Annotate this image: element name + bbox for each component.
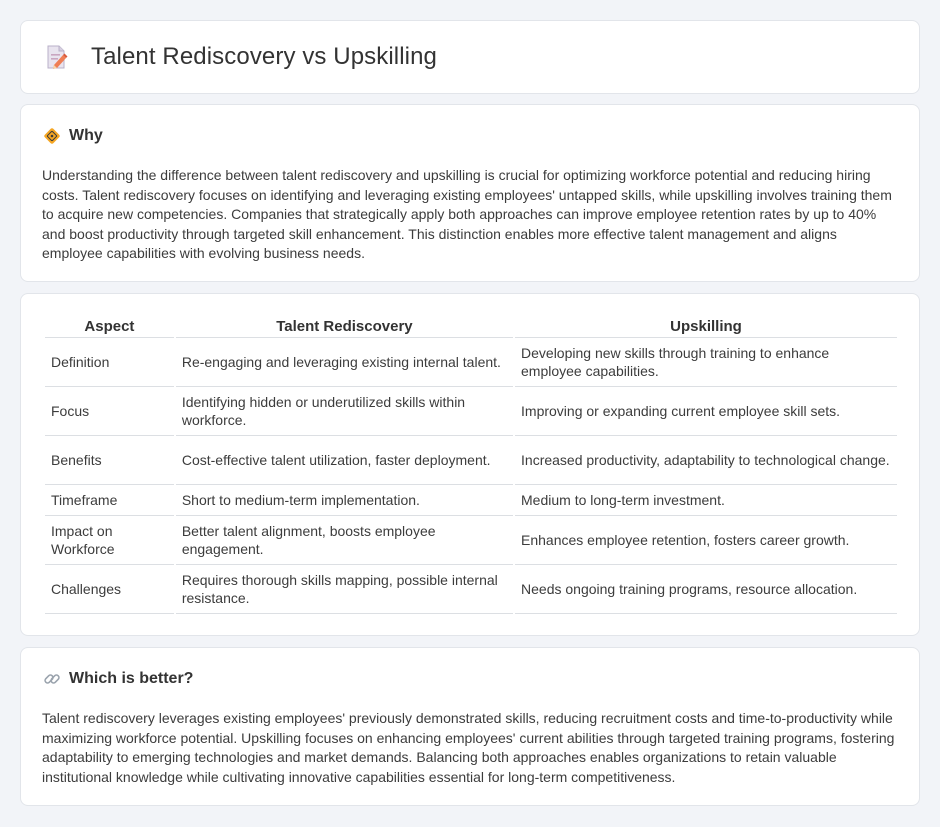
row-upskilling: Improving or expanding current employee skill sets. (515, 387, 897, 436)
row-upskilling: Medium to long-term investment. (515, 485, 897, 516)
table-header-row (45, 316, 897, 338)
better-text: Talent rediscovery leverages existing employees' previously demonstrated skills, reducing recruitment costs and time-to-productivity while maximizing workforce potential. Upskilling focuses on enhancing employees' current abilities through targeted training programs, fostering adaptability to emerging technologies and market demands. Balancing both approaches enables organizations to retain valuable institutional knowledge while cultivating innovative capabilities essential for long-term competitiveness. (42, 710, 895, 785)
row-talent-rediscovery: Identifying hidden or underutilized skills within workforce. (176, 387, 513, 436)
row-aspect: Benefits (45, 436, 174, 485)
table-row (45, 338, 897, 387)
header-upskilling: Upskilling (515, 316, 897, 338)
which-is-better-card (20, 647, 920, 806)
comparison-card (20, 293, 920, 636)
row-aspect: Definition (45, 338, 174, 387)
table-row (45, 436, 897, 485)
comparison-table (43, 316, 899, 614)
diamond-sign-icon (43, 127, 61, 145)
row-upskilling: Enhances employee retention, fosters career growth. (515, 516, 897, 565)
table-row (45, 565, 897, 614)
row-talent-rediscovery: Short to medium-term implementation. (176, 485, 513, 516)
title-row (45, 43, 437, 71)
row-talent-rediscovery: Cost-effective talent utilization, faster deployment. (176, 436, 513, 485)
row-aspect: Impact on Workforce (45, 516, 174, 565)
why-card (20, 104, 920, 282)
why-header (43, 127, 103, 145)
title-card (20, 20, 920, 94)
table-row (45, 485, 897, 516)
why-text: Understanding the difference between talent rediscovery and upskilling is crucial for optimizing workforce potential and reducing hiring costs. Talent rediscovery focuses on identifying and leveraging existing employees' untapped skills, while upskilling involves training them to acquire new competencies. Companies that strategically apply both approaches can improve employee retention rates by up to 40% and boost productivity through targeted skill enhancement. This distinction enables more effective talent management and aligns employee capabilities with evolving business needs. (42, 167, 892, 262)
row-talent-rediscovery: Requires thorough skills mapping, possible internal resistance. (176, 565, 513, 614)
better-title: Which is better? (69, 670, 194, 687)
document-pencil-icon (45, 44, 69, 70)
better-header (43, 670, 193, 688)
row-talent-rediscovery: Re-engaging and leveraging existing internal talent. (176, 338, 513, 387)
row-upskilling: Needs ongoing training programs, resource allocation. (515, 565, 897, 614)
row-aspect: Focus (45, 387, 174, 436)
page-title: Talent Rediscovery vs Upskilling (91, 43, 437, 70)
row-talent-rediscovery: Better talent alignment, boosts employee engagement. (176, 516, 513, 565)
row-upskilling: Developing new skills through training to enhance employee capabilities. (515, 338, 897, 387)
why-title: Why (69, 127, 103, 144)
row-aspect: Challenges (45, 565, 174, 614)
table-row (45, 516, 897, 565)
header-talent-rediscovery: Talent Rediscovery (176, 316, 513, 338)
row-upskilling: Increased productivity, adaptability to technological change. (515, 436, 897, 485)
header-aspect: Aspect (45, 316, 174, 338)
row-aspect: Timeframe (45, 485, 174, 516)
table-row (45, 387, 897, 436)
link-icon (43, 670, 61, 688)
